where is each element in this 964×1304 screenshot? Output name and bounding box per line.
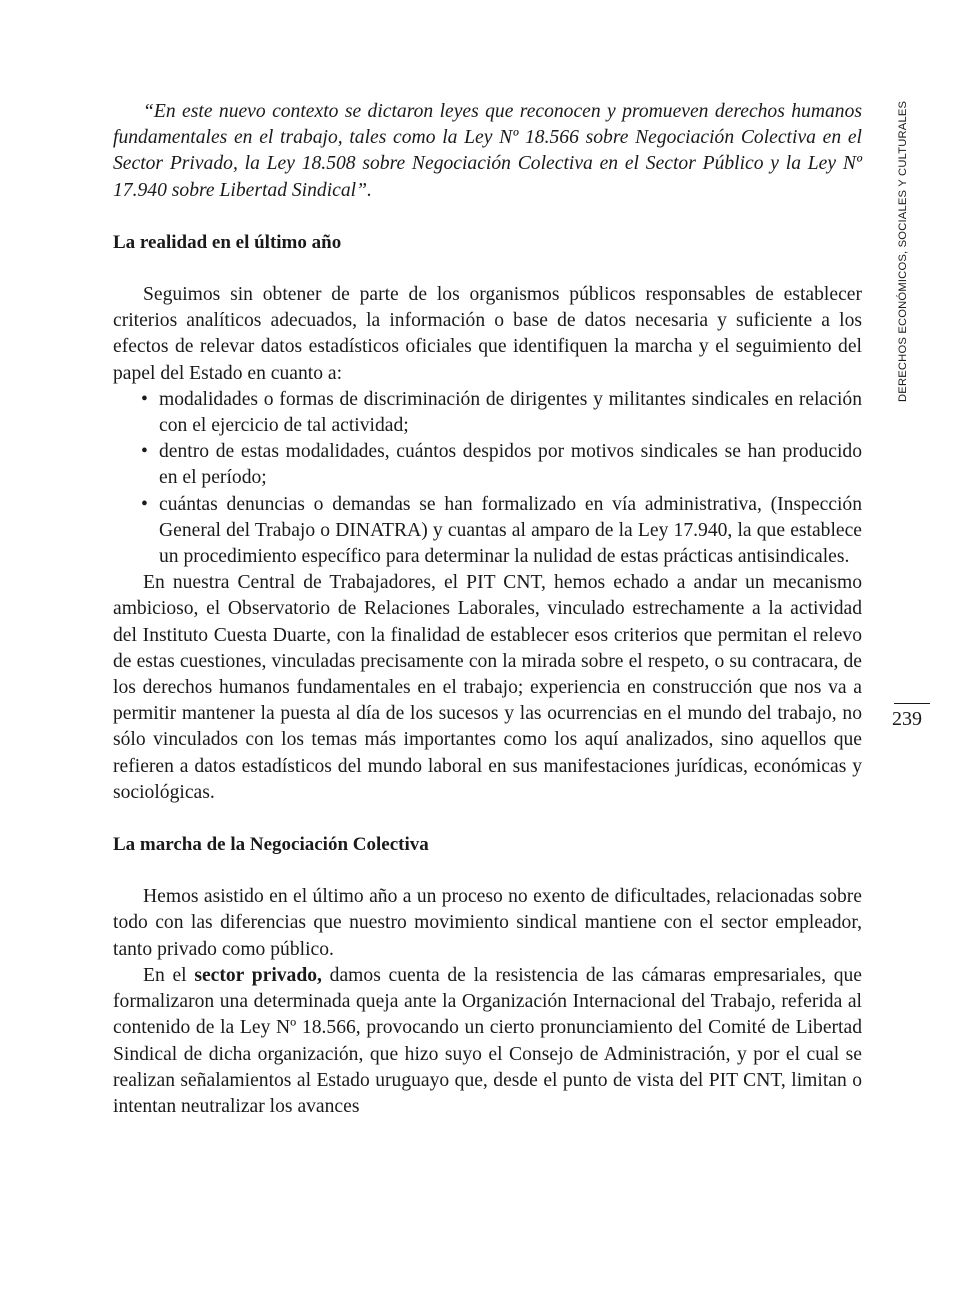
side-header-text: DERECHOS ECONÓMICOS, SOCIALES Y CULTURALES — [897, 100, 909, 402]
paragraph-text: En el — [143, 964, 195, 986]
bullet-icon: • — [141, 388, 148, 410]
section-heading-realidad: La realidad en el último año — [113, 231, 342, 253]
page-folio — [892, 703, 932, 730]
bullet-icon: • — [141, 493, 148, 515]
bullet-list — [113, 387, 862, 570]
list-item-text: cuántas denuncias o demandas se han formalizado en vía administrativa, (Inspección General del Trabajo o DINATRA) y cuantas al amparo de la Ley 17.940, la que establece un procedimiento específico para determinar la nulidad de estas prácticas antisindicales. — [159, 493, 862, 568]
folio-rule — [894, 703, 930, 704]
paragraph-text: damos cuenta de la resistencia de las cámaras empresariales, que formalizaron una determinada queja ante la Organización Internacional del Trabajo, referida al contenido de la Ley Nº 18.566, provocando un cierto pronunciamiento del Comité de Libertad Sindical de dicha organización, que hizo suyo el Consejo de Administración, y por el cual se realizan señalamientos al Estado uruguayo que, desde el punto de vista del PIT CNT, limitan o intentan neutralizar los avances — [113, 964, 862, 1117]
section-heading-negociacion: La marcha de la Negociación Colectiva — [113, 834, 429, 856]
list-item-text: modalidades o formas de discriminación de dirigentes y militantes sindicales en relación con el ejercicio de tal actividad; — [159, 388, 862, 437]
bullet-icon: • — [141, 441, 148, 463]
paragraph: Hemos asistido en el último año a un proceso no exento de dificultades, relacionadas sobre todo con las diferencias que nuestro movimiento sindical mantiene con el sector empleador, tanto privado como público. — [113, 886, 862, 960]
paragraph: Seguimos sin obtener de parte de los organismos públicos responsables de establecer criterios analíticos adecuados, la información o base de datos necesaria y suficiente a los efectos de relevar datos estadísticos oficiales que identifiquen la marcha y el seguimiento del papel del Estado en cuanto a: — [113, 284, 862, 384]
running-side-header — [895, 100, 913, 402]
bold-term: sector privado, — [194, 964, 322, 986]
paragraph: En nuestra Central de Trabajadores, el PIT CNT, hemos echado a andar un mecanismo ambicioso, el Observatorio de Relaciones Laborales, vinculado estrechamente a la actividad del Instituto Cuesta Duarte, con la finalidad de establecer esos criterios que permitan el relevo de estas cuestiones, vinculadas precisamente con la mirada sobre el respeto, o su contracara, de los derechos humanos fundamentales en el trabajo; experiencia en construcción que nos va a permitir mantener la puesta al día de los sucesos y las ocurrencias en el mundo del trabajo, no sólo vinculados con los temas más importantes como los aquí analizados, sino aquellos que refieren a datos estadísticos del mundo laboral en sus manifestaciones jurídicas, económicas y sociológicas. — [113, 572, 862, 803]
body-text — [113, 99, 862, 1120]
paragraph — [113, 963, 862, 1120]
quote-paragraph: “En este nuevo contexto se dictaron leyes que reconocen y promueven derechos humanos fundamentales en el trabajo, tales como la Ley Nº 18.566 sobre Negociación Colectiva en el Sector Privado, la Ley 18.508 sobre Negociación Colectiva en el Sector Público y la Ley Nº 17.940 sobre Libertad Sindical”. — [113, 101, 862, 201]
list-item — [113, 387, 862, 439]
list-item — [113, 492, 862, 571]
list-item — [113, 439, 862, 491]
list-item-text: dentro de estas modalidades, cuántos despidos por motivos sindicales se han producido en el período; — [159, 441, 862, 489]
page-number: 239 — [892, 708, 922, 730]
